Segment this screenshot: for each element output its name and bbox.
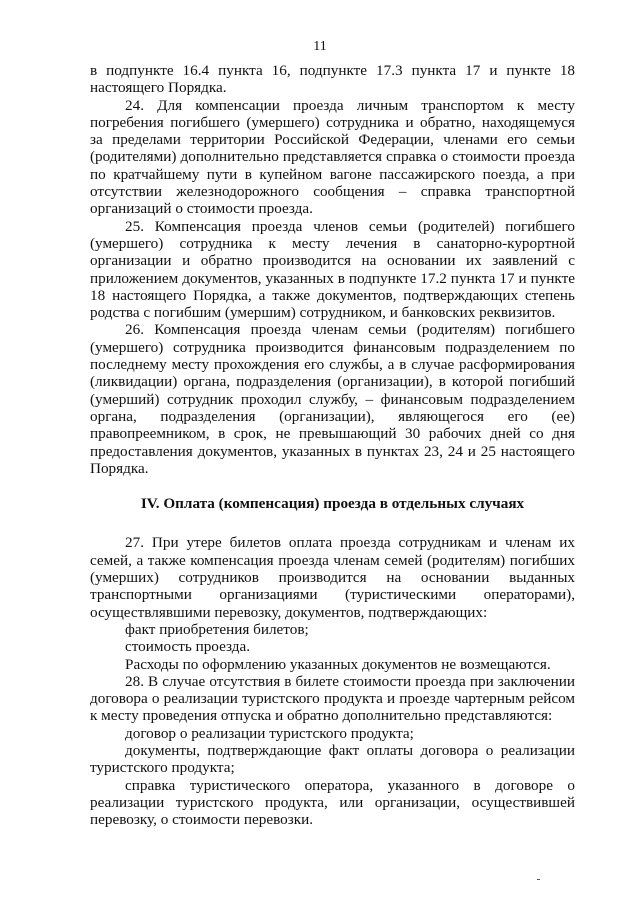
- page-number: 11: [313, 39, 327, 54]
- document-body: [90, 62, 575, 828]
- section-heading: IV. Оплата (компенсация) проезда в отдельных случаях: [140, 495, 525, 513]
- paragraph-item-26: 26. Компенсация проезда членам семьи (родителям) погибшего (умершего) сотрудника производится финансовым подразделением по последнему месту прохождения его службы, а в случае расформирования (ликвидации) органа, подразделения (организации), в которой погибший (умерший) сотрудник проходил службу, – финансовым подразделением органа, подразделения (организации), являющегося его (ее) правопреемником, в срок, не превышающий 30 рабочих дней со дня предоставления документов, указанных в пунктах 23, 24 и 25 настоящего Порядка.: [90, 321, 575, 477]
- list-item-tour-contract: договор о реализации туристского продукта;: [125, 724, 414, 742]
- paragraph-item-28: 28. В случае отсутствия в билете стоимости проезда при заключении договора о реализации туристского продукта и проезде чартерным рейсом к месту проведения отпуска и обратно дополнительно представляются:: [90, 672, 575, 725]
- paragraph-expenses-note: Расходы по оформлению указанных документов не возмещаются.: [125, 655, 551, 673]
- scan-speck: [537, 879, 540, 880]
- paragraph-item-24: 24. Для компенсации проезда личным транспортом к месту погребения погибшего (умершего) сотрудника и обратно, находящемуся за пределами территории Российской Федерации, членами его семьи (родителями) дополнительно представляется справка о стоимости проезда по кратчайшему пути в купейном вагоне пассажирского поезда, а при отсутствии железнодорожного сообщения – справка транспортной организаций о стоимости проезда.: [90, 96, 575, 218]
- list-item-travel-cost: стоимость проезда.: [125, 638, 251, 656]
- paragraph-continuation: в подпункте 16.4 пункта 16, подпункте 17.3 пункта 17 и пункте 18 настоящего Порядка.: [90, 62, 575, 97]
- list-item-ticket-purchase: факт приобретения билетов;: [125, 620, 309, 638]
- list-item-operator-certificate: справка туристического оператора, указанного в договоре о реализации туристского продукта, или организации, осуществившей перевозку, о стоимости перевозки.: [90, 776, 575, 829]
- list-item-payment-documents: документы, подтверждающие факт оплаты договора о реализации туристского продукта;: [90, 741, 575, 777]
- paragraph-item-27: 27. При утере билетов оплата проезда сотрудникам и членам их семей, а также компенсация проезда членам семей (родителям) погибших (умерших) сотрудников производится на основании выданных транспортными организациями (туристическими операторами), осуществлявшими перевозку, документов, подтверждающих:: [90, 534, 575, 621]
- paragraph-item-25: 25. Компенсация проезда членов семьи (родителей) погибшего (умершего) сотрудника к месту лечения в санаторно-курортной организации и обратно производится на основании их заявлений с приложением документов, указанных в подпункте 17.2 пункта 17 и пункте 18 настоящего Порядка, а также документов, подтверждающих степень родства с погибшим (умершим) сотрудником, и банковских реквизитов.: [90, 217, 575, 322]
